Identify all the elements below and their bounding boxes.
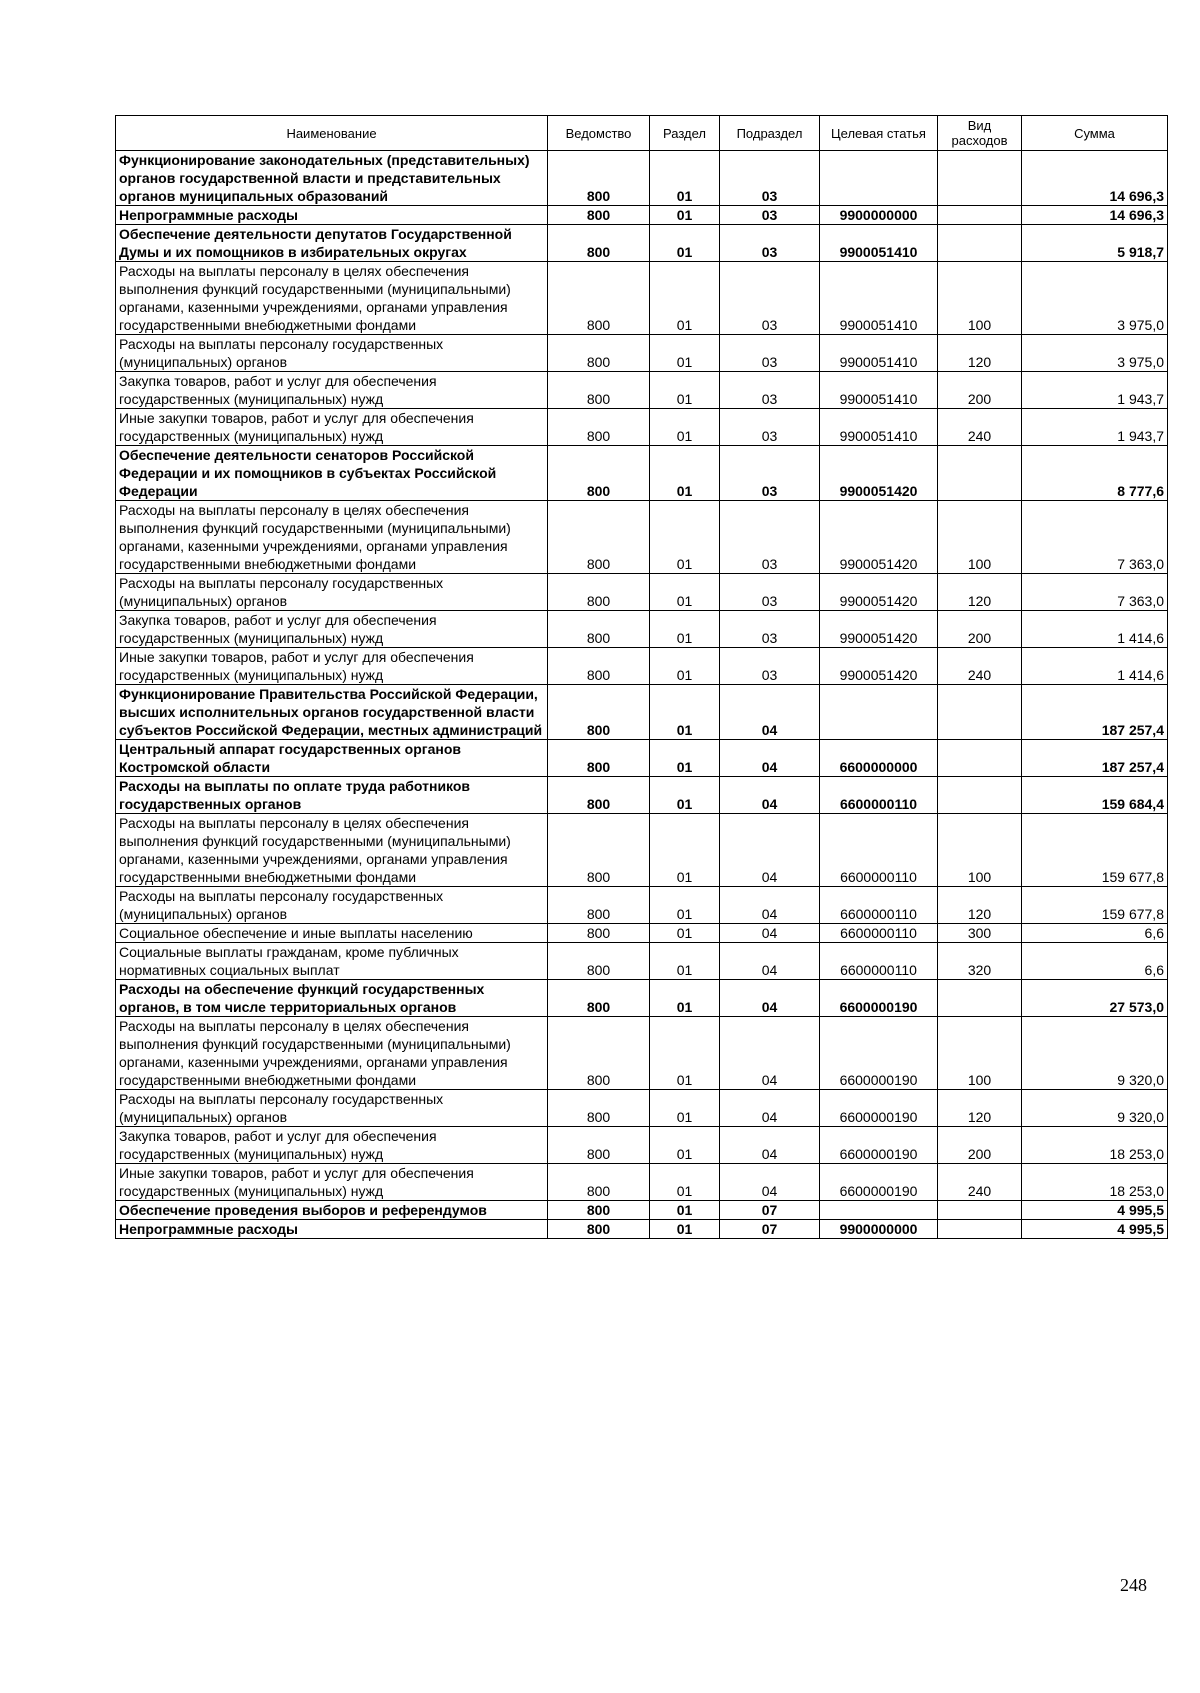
cell-podrazdel: 04 [720, 1017, 820, 1090]
cell-vedomstvo: 800 [548, 151, 650, 206]
cell-podrazdel: 07 [720, 1201, 820, 1220]
cell-podrazdel: 04 [720, 777, 820, 814]
cell-summa: 3 975,0 [1022, 335, 1168, 372]
cell-name: Социальное обеспечение и иные выплаты населению [116, 924, 548, 943]
table-row [116, 943, 1168, 980]
cell-razdel: 01 [650, 777, 720, 814]
cell-vid-rashodov: 100 [938, 262, 1022, 335]
cell-vedomstvo: 800 [548, 814, 650, 887]
cell-celevaya-statya: 9900000000 [820, 206, 938, 225]
cell-razdel: 01 [650, 1127, 720, 1164]
cell-razdel: 01 [650, 611, 720, 648]
header-row [116, 116, 1168, 151]
table-row [116, 611, 1168, 648]
cell-summa: 7 363,0 [1022, 574, 1168, 611]
cell-vid-rashodov [938, 685, 1022, 740]
cell-summa: 3 975,0 [1022, 262, 1168, 335]
cell-podrazdel: 03 [720, 611, 820, 648]
cell-summa: 27 573,0 [1022, 980, 1168, 1017]
cell-vid-rashodov: 320 [938, 943, 1022, 980]
cell-podrazdel: 03 [720, 372, 820, 409]
cell-name: Закупка товаров, работ и услуг для обеспечения государственных (муниципальных) нужд [116, 1127, 548, 1164]
cell-podrazdel: 03 [720, 151, 820, 206]
table-row [116, 1201, 1168, 1220]
cell-vid-rashodov: 120 [938, 335, 1022, 372]
cell-name: Расходы на выплаты персоналу в целях обеспечения выполнения функций государственными (муниципальными) органами, казенными учреждениями, органами управления государственными внебюджетными фондами [116, 814, 548, 887]
cell-summa: 18 253,0 [1022, 1127, 1168, 1164]
cell-name: Функционирование законодательных (представительных) органов государственной власти и представительных органов муниципальных образований [116, 151, 548, 206]
cell-razdel: 01 [650, 501, 720, 574]
cell-vid-rashodov: 240 [938, 648, 1022, 685]
cell-summa: 159 677,8 [1022, 814, 1168, 887]
cell-vedomstvo: 800 [548, 1220, 650, 1239]
table-row [116, 151, 1168, 206]
cell-vedomstvo: 800 [548, 1201, 650, 1220]
cell-name: Функционирование Правительства Российской Федерации, высших исполнительных органов государственной власти субъектов Российской Федерации, местных администраций [116, 685, 548, 740]
cell-name: Расходы на выплаты персоналу государственных (муниципальных) органов [116, 335, 548, 372]
cell-vedomstvo: 800 [548, 611, 650, 648]
cell-name: Обеспечение деятельности сенаторов Российской Федерации и их помощников в субъектах Российской Федерации [116, 446, 548, 501]
cell-name: Расходы на выплаты персоналу в целях обеспечения выполнения функций государственными (муниципальными) органами, казенными учреждениями, органами управления государственными внебюджетными фондами [116, 262, 548, 335]
cell-vedomstvo: 800 [548, 887, 650, 924]
header-vedomstvo: Ведомство [548, 116, 650, 151]
table-row [116, 777, 1168, 814]
cell-vedomstvo: 800 [548, 1164, 650, 1201]
cell-vid-rashodov [938, 1201, 1022, 1220]
cell-vedomstvo: 800 [548, 574, 650, 611]
cell-razdel: 01 [650, 943, 720, 980]
cell-podrazdel: 03 [720, 574, 820, 611]
cell-podrazdel: 03 [720, 501, 820, 574]
cell-summa: 8 777,6 [1022, 446, 1168, 501]
cell-name: Расходы на выплаты персоналу государственных (муниципальных) органов [116, 887, 548, 924]
cell-name: Закупка товаров, работ и услуг для обеспечения государственных (муниципальных) нужд [116, 611, 548, 648]
cell-razdel: 01 [650, 980, 720, 1017]
table-row [116, 446, 1168, 501]
cell-vid-rashodov: 300 [938, 924, 1022, 943]
cell-name: Расходы на выплаты по оплате труда работников государственных органов [116, 777, 548, 814]
table-row [116, 574, 1168, 611]
cell-vid-rashodov [938, 206, 1022, 225]
cell-vedomstvo: 800 [548, 777, 650, 814]
table-row [116, 1220, 1168, 1239]
cell-summa: 1 414,6 [1022, 648, 1168, 685]
cell-razdel: 01 [650, 225, 720, 262]
table-row [116, 887, 1168, 924]
cell-vid-rashodov: 200 [938, 1127, 1022, 1164]
cell-vid-rashodov: 200 [938, 372, 1022, 409]
cell-celevaya-statya: 9900051410 [820, 409, 938, 446]
cell-name: Центральный аппарат государственных органов Костромской области [116, 740, 548, 777]
cell-podrazdel: 04 [720, 1164, 820, 1201]
cell-vedomstvo: 800 [548, 225, 650, 262]
cell-razdel: 01 [650, 206, 720, 225]
cell-celevaya-statya: 9900051410 [820, 372, 938, 409]
header-razdel: Раздел [650, 116, 720, 151]
cell-celevaya-statya: 6600000190 [820, 1164, 938, 1201]
cell-vid-rashodov: 120 [938, 574, 1022, 611]
cell-razdel: 01 [650, 1090, 720, 1127]
cell-celevaya-statya: 9900051410 [820, 335, 938, 372]
cell-celevaya-statya: 9900051420 [820, 648, 938, 685]
cell-celevaya-statya: 6600000190 [820, 980, 938, 1017]
cell-razdel: 01 [650, 335, 720, 372]
cell-podrazdel: 04 [720, 924, 820, 943]
table-row [116, 501, 1168, 574]
cell-celevaya-statya: 9900051410 [820, 262, 938, 335]
cell-vedomstvo: 800 [548, 335, 650, 372]
cell-vid-rashodov: 240 [938, 409, 1022, 446]
cell-razdel: 01 [650, 648, 720, 685]
cell-summa: 9 320,0 [1022, 1017, 1168, 1090]
cell-summa: 187 257,4 [1022, 685, 1168, 740]
table-row [116, 225, 1168, 262]
page-number: 248 [1120, 1575, 1147, 1595]
cell-celevaya-statya [820, 151, 938, 206]
cell-celevaya-statya: 6600000110 [820, 777, 938, 814]
cell-podrazdel: 03 [720, 262, 820, 335]
cell-celevaya-statya: 9900051420 [820, 611, 938, 648]
cell-name: Непрограммные расходы [116, 206, 548, 225]
cell-razdel: 01 [650, 1220, 720, 1239]
cell-vid-rashodov [938, 777, 1022, 814]
cell-podrazdel: 07 [720, 1220, 820, 1239]
cell-summa: 7 363,0 [1022, 501, 1168, 574]
table-row [116, 1090, 1168, 1127]
cell-vid-rashodov [938, 740, 1022, 777]
cell-vid-rashodov [938, 1220, 1022, 1239]
cell-celevaya-statya [820, 685, 938, 740]
cell-podrazdel: 04 [720, 685, 820, 740]
cell-celevaya-statya: 6600000190 [820, 1127, 938, 1164]
cell-razdel: 01 [650, 446, 720, 501]
cell-razdel: 01 [650, 740, 720, 777]
cell-summa: 1 943,7 [1022, 409, 1168, 446]
cell-summa: 4 995,5 [1022, 1201, 1168, 1220]
cell-vedomstvo: 800 [548, 1127, 650, 1164]
cell-celevaya-statya: 9900000000 [820, 1220, 938, 1239]
table-body [116, 151, 1168, 1239]
table-row [116, 206, 1168, 225]
cell-name: Расходы на обеспечение функций государственных органов, в том числе территориальных органов [116, 980, 548, 1017]
cell-vid-rashodov: 120 [938, 1090, 1022, 1127]
cell-celevaya-statya: 6600000000 [820, 740, 938, 777]
cell-razdel: 01 [650, 924, 720, 943]
cell-razdel: 01 [650, 151, 720, 206]
cell-vid-rashodov [938, 151, 1022, 206]
table-row [116, 1164, 1168, 1201]
cell-vedomstvo: 800 [548, 206, 650, 225]
header-celevaya-statya: Целевая статья [820, 116, 938, 151]
cell-summa: 4 995,5 [1022, 1220, 1168, 1239]
cell-podrazdel: 04 [720, 1090, 820, 1127]
cell-razdel: 01 [650, 887, 720, 924]
cell-name: Расходы на выплаты персоналу в целях обеспечения выполнения функций государственными (муниципальными) органами, казенными учреждениями, органами управления государственными внебюджетными фондами [116, 501, 548, 574]
cell-celevaya-statya: 9900051420 [820, 446, 938, 501]
cell-vedomstvo: 800 [548, 924, 650, 943]
cell-vid-rashodov: 240 [938, 1164, 1022, 1201]
cell-summa: 1 414,6 [1022, 611, 1168, 648]
cell-razdel: 01 [650, 409, 720, 446]
table-row [116, 814, 1168, 887]
cell-podrazdel: 04 [720, 943, 820, 980]
cell-summa: 6,6 [1022, 924, 1168, 943]
cell-summa: 1 943,7 [1022, 372, 1168, 409]
header-vid-rashodov: Вид расходов [938, 116, 1022, 151]
cell-podrazdel: 03 [720, 335, 820, 372]
cell-celevaya-statya: 9900051420 [820, 501, 938, 574]
cell-podrazdel: 04 [720, 1127, 820, 1164]
cell-vedomstvo: 800 [548, 446, 650, 501]
cell-vid-rashodov: 100 [938, 501, 1022, 574]
cell-vid-rashodov: 100 [938, 814, 1022, 887]
table-row [116, 648, 1168, 685]
cell-celevaya-statya [820, 1201, 938, 1220]
cell-name: Расходы на выплаты персоналу государственных (муниципальных) органов [116, 574, 548, 611]
cell-vedomstvo: 800 [548, 409, 650, 446]
cell-summa: 14 696,3 [1022, 151, 1168, 206]
table-row [116, 409, 1168, 446]
cell-vid-rashodov [938, 980, 1022, 1017]
cell-summa: 9 320,0 [1022, 1090, 1168, 1127]
cell-razdel: 01 [650, 262, 720, 335]
header-name: Наименование [116, 116, 548, 151]
cell-podrazdel: 03 [720, 648, 820, 685]
header-summa: Сумма [1022, 116, 1168, 151]
cell-razdel: 01 [650, 1017, 720, 1090]
cell-podrazdel: 03 [720, 409, 820, 446]
cell-name: Иные закупки товаров, работ и услуг для обеспечения государственных (муниципальных) нужд [116, 1164, 548, 1201]
cell-vedomstvo: 800 [548, 648, 650, 685]
cell-name: Обеспечение проведения выборов и референдумов [116, 1201, 548, 1220]
cell-summa: 6,6 [1022, 943, 1168, 980]
cell-summa: 159 684,4 [1022, 777, 1168, 814]
cell-celevaya-statya: 9900051410 [820, 225, 938, 262]
cell-celevaya-statya: 6600000190 [820, 1017, 938, 1090]
cell-vedomstvo: 800 [548, 980, 650, 1017]
cell-name: Закупка товаров, работ и услуг для обеспечения государственных (муниципальных) нужд [116, 372, 548, 409]
cell-vid-rashodov: 100 [938, 1017, 1022, 1090]
table-row [116, 980, 1168, 1017]
cell-summa: 14 696,3 [1022, 206, 1168, 225]
cell-vedomstvo: 800 [548, 685, 650, 740]
cell-summa: 18 253,0 [1022, 1164, 1168, 1201]
cell-vid-rashodov: 120 [938, 887, 1022, 924]
cell-name: Расходы на выплаты персоналу государственных (муниципальных) органов [116, 1090, 548, 1127]
cell-celevaya-statya: 6600000110 [820, 814, 938, 887]
cell-podrazdel: 04 [720, 814, 820, 887]
cell-podrazdel: 03 [720, 206, 820, 225]
cell-summa: 187 257,4 [1022, 740, 1168, 777]
table-row [116, 685, 1168, 740]
cell-summa: 159 677,8 [1022, 887, 1168, 924]
cell-vedomstvo: 800 [548, 262, 650, 335]
budget-table [115, 115, 1168, 1239]
cell-name: Иные закупки товаров, работ и услуг для обеспечения государственных (муниципальных) нужд [116, 409, 548, 446]
cell-name: Обеспечение деятельности депутатов Государственной Думы и их помощников в избирательных округах [116, 225, 548, 262]
cell-razdel: 01 [650, 1201, 720, 1220]
cell-vedomstvo: 800 [548, 1017, 650, 1090]
cell-vid-rashodov: 200 [938, 611, 1022, 648]
cell-vid-rashodov [938, 225, 1022, 262]
table-row [116, 262, 1168, 335]
cell-podrazdel: 03 [720, 446, 820, 501]
cell-name: Расходы на выплаты персоналу в целях обеспечения выполнения функций государственными (муниципальными) органами, казенными учреждениями, органами управления государственными внебюджетными фондами [116, 1017, 548, 1090]
table-row [116, 924, 1168, 943]
table-row [116, 372, 1168, 409]
cell-celevaya-statya: 6600000110 [820, 887, 938, 924]
cell-razdel: 01 [650, 372, 720, 409]
cell-vid-rashodov [938, 446, 1022, 501]
table-row [116, 740, 1168, 777]
table-row [116, 1017, 1168, 1090]
cell-name: Непрограммные расходы [116, 1220, 548, 1239]
table-row [116, 1127, 1168, 1164]
table-row [116, 335, 1168, 372]
cell-podrazdel: 04 [720, 980, 820, 1017]
cell-podrazdel: 03 [720, 225, 820, 262]
cell-vedomstvo: 800 [548, 943, 650, 980]
cell-name: Иные закупки товаров, работ и услуг для обеспечения государственных (муниципальных) нужд [116, 648, 548, 685]
cell-summa: 5 918,7 [1022, 225, 1168, 262]
cell-vedomstvo: 800 [548, 372, 650, 409]
cell-vedomstvo: 800 [548, 501, 650, 574]
cell-razdel: 01 [650, 574, 720, 611]
cell-vedomstvo: 800 [548, 1090, 650, 1127]
cell-razdel: 01 [650, 814, 720, 887]
cell-razdel: 01 [650, 685, 720, 740]
cell-razdel: 01 [650, 1164, 720, 1201]
cell-name: Социальные выплаты гражданам, кроме публичных нормативных социальных выплат [116, 943, 548, 980]
header-podrazdel: Подраздел [720, 116, 820, 151]
cell-podrazdel: 04 [720, 887, 820, 924]
cell-podrazdel: 04 [720, 740, 820, 777]
cell-celevaya-statya: 9900051420 [820, 574, 938, 611]
cell-celevaya-statya: 6600000110 [820, 943, 938, 980]
cell-celevaya-statya: 6600000190 [820, 1090, 938, 1127]
cell-celevaya-statya: 6600000110 [820, 924, 938, 943]
cell-vedomstvo: 800 [548, 740, 650, 777]
